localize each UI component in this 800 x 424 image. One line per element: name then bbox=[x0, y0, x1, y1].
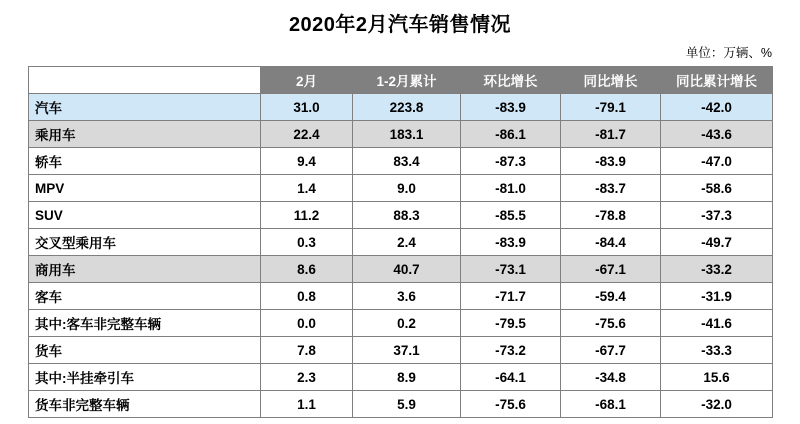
row-value-mom: -73.2 bbox=[461, 337, 561, 364]
table-row bbox=[29, 391, 773, 418]
row-value-yoy-cumulative: -58.6 bbox=[661, 175, 773, 202]
row-value-mom: -87.3 bbox=[461, 148, 561, 175]
row-label: MPV bbox=[29, 175, 261, 202]
row-value-feb: 0.8 bbox=[261, 283, 353, 310]
table-row bbox=[29, 310, 773, 337]
row-value-yoy-cumulative: -43.6 bbox=[661, 121, 773, 148]
row-value-yoy: -75.6 bbox=[561, 310, 661, 337]
row-value-cumulative: 183.1 bbox=[353, 121, 461, 148]
column-header-2: 1-2月累计 bbox=[353, 67, 461, 94]
table-row bbox=[29, 202, 773, 229]
row-value-mom: -71.7 bbox=[461, 283, 561, 310]
row-value-yoy: -59.4 bbox=[561, 283, 661, 310]
table-row bbox=[29, 229, 773, 256]
row-label: SUV bbox=[29, 202, 261, 229]
row-value-cumulative: 223.8 bbox=[353, 94, 461, 121]
row-value-cumulative: 5.9 bbox=[353, 391, 461, 418]
row-value-feb: 31.0 bbox=[261, 94, 353, 121]
row-value-yoy-cumulative: -32.0 bbox=[661, 391, 773, 418]
row-value-yoy: -68.1 bbox=[561, 391, 661, 418]
row-value-yoy-cumulative: -31.9 bbox=[661, 283, 773, 310]
table-row bbox=[29, 337, 773, 364]
table-body bbox=[29, 94, 773, 418]
column-header-4: 同比增长 bbox=[561, 67, 661, 94]
row-value-yoy-cumulative: -49.7 bbox=[661, 229, 773, 256]
table-container bbox=[0, 66, 800, 418]
table-row bbox=[29, 364, 773, 391]
row-value-yoy: -83.9 bbox=[561, 148, 661, 175]
row-label: 乘用车 bbox=[29, 121, 261, 148]
row-label: 货车非完整车辆 bbox=[29, 391, 261, 418]
row-value-feb: 8.6 bbox=[261, 256, 353, 283]
row-value-cumulative: 88.3 bbox=[353, 202, 461, 229]
table-row bbox=[29, 121, 773, 148]
row-label: 商用车 bbox=[29, 256, 261, 283]
table-header-row bbox=[29, 67, 773, 94]
table-row bbox=[29, 283, 773, 310]
row-value-yoy-cumulative: -33.3 bbox=[661, 337, 773, 364]
row-label: 交叉型乘用车 bbox=[29, 229, 261, 256]
column-header-3: 环比增长 bbox=[461, 67, 561, 94]
row-value-cumulative: 0.2 bbox=[353, 310, 461, 337]
row-value-yoy: -79.1 bbox=[561, 94, 661, 121]
row-label: 轿车 bbox=[29, 148, 261, 175]
column-header-5: 同比累计增长 bbox=[661, 67, 773, 94]
table-row bbox=[29, 256, 773, 283]
row-value-cumulative: 3.6 bbox=[353, 283, 461, 310]
row-value-feb: 7.8 bbox=[261, 337, 353, 364]
row-value-yoy-cumulative: -33.2 bbox=[661, 256, 773, 283]
row-value-yoy-cumulative: -41.6 bbox=[661, 310, 773, 337]
row-value-mom: -75.6 bbox=[461, 391, 561, 418]
row-value-yoy-cumulative: -47.0 bbox=[661, 148, 773, 175]
row-value-cumulative: 83.4 bbox=[353, 148, 461, 175]
unit-note: 单位：万辆、% bbox=[685, 46, 772, 60]
row-value-mom: -86.1 bbox=[461, 121, 561, 148]
column-header-1: 2月 bbox=[261, 67, 353, 94]
row-value-yoy: -67.7 bbox=[561, 337, 661, 364]
row-value-feb: 11.2 bbox=[261, 202, 353, 229]
row-value-yoy: -83.7 bbox=[561, 175, 661, 202]
row-value-feb: 1.4 bbox=[261, 175, 353, 202]
row-value-mom: -73.1 bbox=[461, 256, 561, 283]
table-row bbox=[29, 148, 773, 175]
row-value-yoy: -84.4 bbox=[561, 229, 661, 256]
sales-table bbox=[28, 66, 773, 418]
row-label: 汽车 bbox=[29, 94, 261, 121]
row-value-cumulative: 9.0 bbox=[353, 175, 461, 202]
row-value-yoy-cumulative: 15.6 bbox=[661, 364, 773, 391]
table-header bbox=[29, 67, 773, 94]
row-label: 其中:半挂牵引车 bbox=[29, 364, 261, 391]
row-value-yoy: -81.7 bbox=[561, 121, 661, 148]
row-value-yoy: -34.8 bbox=[561, 364, 661, 391]
row-value-feb: 0.3 bbox=[261, 229, 353, 256]
row-value-cumulative: 2.4 bbox=[353, 229, 461, 256]
row-value-yoy-cumulative: -42.0 bbox=[661, 94, 773, 121]
row-value-cumulative: 40.7 bbox=[353, 256, 461, 283]
row-value-feb: 1.1 bbox=[261, 391, 353, 418]
row-value-mom: -83.9 bbox=[461, 94, 561, 121]
page-title: 2020年2月汽车销售情况 bbox=[288, 14, 512, 36]
row-value-mom: -83.9 bbox=[461, 229, 561, 256]
row-value-feb: 2.3 bbox=[261, 364, 353, 391]
row-value-cumulative: 8.9 bbox=[353, 364, 461, 391]
row-value-mom: -81.0 bbox=[461, 175, 561, 202]
row-value-feb: 9.4 bbox=[261, 148, 353, 175]
row-label: 货车 bbox=[29, 337, 261, 364]
row-value-yoy: -67.1 bbox=[561, 256, 661, 283]
column-header-0 bbox=[29, 67, 261, 94]
table-row bbox=[29, 94, 773, 121]
row-value-cumulative: 37.1 bbox=[353, 337, 461, 364]
row-value-yoy: -78.8 bbox=[561, 202, 661, 229]
table-row bbox=[29, 175, 773, 202]
row-value-mom: -64.1 bbox=[461, 364, 561, 391]
row-value-mom: -85.5 bbox=[461, 202, 561, 229]
row-value-feb: 22.4 bbox=[261, 121, 353, 148]
row-value-feb: 0.0 bbox=[261, 310, 353, 337]
row-label: 客车 bbox=[29, 283, 261, 310]
row-value-mom: -79.5 bbox=[461, 310, 561, 337]
row-label: 其中:客车非完整车辆 bbox=[29, 310, 261, 337]
row-value-yoy-cumulative: -37.3 bbox=[661, 202, 773, 229]
